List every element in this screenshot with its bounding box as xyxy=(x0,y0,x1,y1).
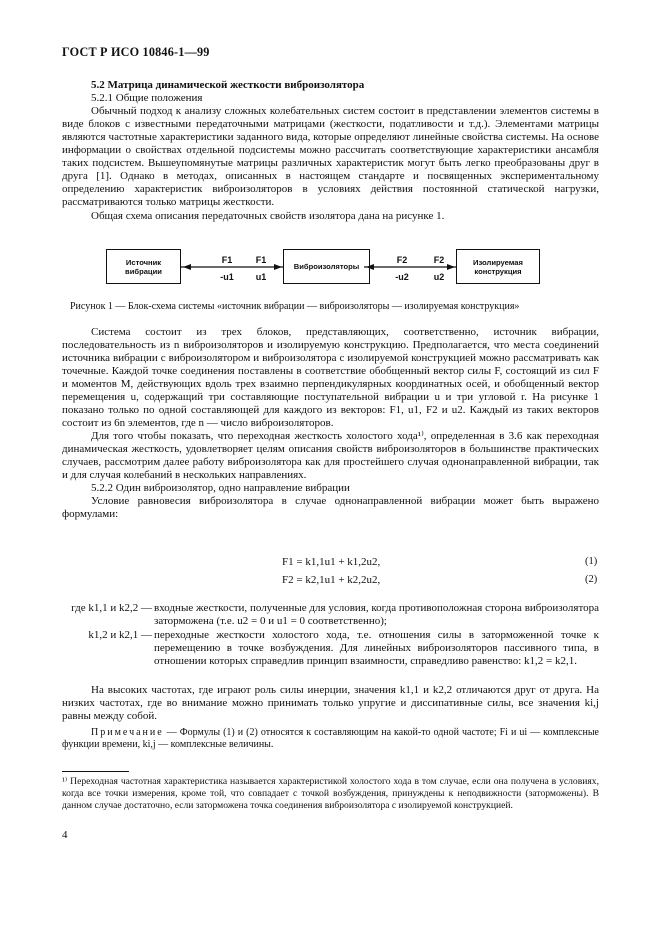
subsection-522: 5.2.2 Один виброизолятор, одно направление вибрации xyxy=(91,482,350,494)
intro-text: Обычный подход к анализу сложных колебательных систем состоит в представлении элементов системы в виде блоков с известными передаточными матрицами (жесткости, податливости и т.д.). Элементами матрицы являются частотные характеристики заданного вида, которые определяют линейные свойства системы. На основе информации о свойствах отдельной подсистемы можно рассчитать соответствующие характеристики ансамбля таких подсистем. Вышеупомянутые матрицы различных характеристик могут быть легко преобразованы друг в друга [1]. Однако в методах, описанных в настоящем стандарте и посвященных экспериментальному определению характеристик виброизоляторов в условиях действия постоянной статической нагрузки, рассматриваются только матрицы жесткости. xyxy=(62,105,599,208)
note-text: — Формулы (1) и (2) относятся к составляющим на какой-то одной частоте; Fi и ui — комплексные функции времени, ki,j — комплексные величины. xyxy=(62,727,599,750)
equation-1-number: (1) xyxy=(585,556,598,567)
equation-1: F1 = k1,1u1 + k1,2u2, xyxy=(282,556,381,568)
intro-paragraph xyxy=(62,105,599,223)
arrow-left-2 xyxy=(366,264,374,270)
label-u1-right: u1 xyxy=(255,272,267,282)
figure-caption: Рисунок 1 — Блок-схема системы «источник вибрации — виброизоляторы — изолируемая конструкция» xyxy=(70,301,520,312)
label-F1-right: F1 xyxy=(255,255,267,265)
footnote-divider xyxy=(62,771,129,772)
where-lead-1: где k1,1 и k2,2 — xyxy=(71,602,152,614)
equation-2: F2 = k2,1u1 + k2,2u2, xyxy=(282,574,381,586)
box-vibration-source: Источник вибрации xyxy=(106,249,181,284)
note-block xyxy=(62,727,599,751)
label-F2-left: F2 xyxy=(396,255,408,265)
label-F1-left: F1 xyxy=(221,255,233,265)
subsection-heading: 5.2.1 Общие положения xyxy=(91,92,203,104)
document-header: ГОСТ Р ИСО 10846-1—99 xyxy=(62,45,210,59)
label-u2-right: u2 xyxy=(433,272,445,282)
where-text-2: переходные жесткости холостого хода, т.е. отношения силы в заторможенной точке к перемещению в точке возбуждения. Для линейных виброизоляторов пассивного типа, в отношении которых справедлив принцип взаимности, справедливо равенство: k1,2 = k2,1. xyxy=(154,629,599,667)
system-description xyxy=(62,326,599,521)
label-u2-left: -u2 xyxy=(395,272,409,282)
page-number: 4 xyxy=(62,829,68,841)
box-isolated-structure: Изолируемая конструкция xyxy=(456,249,540,284)
figure-intro-text: Общая схема описания передаточных свойств изолятора дана на рисунке 1. xyxy=(91,210,445,222)
stiffness-text: Для того чтобы показать, что переходная жесткость холостого хода¹⁾, определенная в 3.6 как переходная динамическая жесткость, удовлетворяет целям описания свойств виброизоляторов в большинстве практических случаев, рассмотрим далее работу виброизолятора как для простейшего случая однонаправленной вибрации, так и для случая колебаний в нескольких направлениях. xyxy=(62,430,599,481)
where-lead-2: k1,2 и k2,1 — xyxy=(88,629,152,641)
box-isolators: Виброизоляторы xyxy=(283,249,370,284)
arrow-left-1 xyxy=(183,264,191,270)
equilibrium-text: Условие равновесия виброизолятора в случае однонаправленной вибрации может быть выражено формулами: xyxy=(62,495,599,520)
footnote-text: ¹⁾ Переходная частотная характеристика называется характеристикой холостого хода в том случае, если она получена в условиях, когда все точки измерения, кроме той, что совпадает с точкой возбуждения, принуждены к неподвижности (заторможены). В данном случае достаточно, если заторможена точка соединения виброизолятора с изолируемой конструкцией. xyxy=(62,776,599,811)
section-heading: 5.2 Матрица динамической жесткости виброизолятора xyxy=(91,79,365,91)
equation-2-number: (2) xyxy=(585,574,598,585)
system-text: Система состоит из трех блоков, представляющих, соответственно, источник вибрации, последовательность из n виброизоляторов и изолируемую конструкцию. Предполагается, что места соединений источника вибрации с виброизолятором и виброизолятора с изолируемой конструкцией можно рассматривать как точечные. Каждой точке соединения поставлены в соответствие обобщенный вектор силы F, состоящий из сил F и моментов M, действующих вдоль трех взаимно перпендикулярных координатных осей, и обобщенный вектор перемещения u, содержащий три составляющие поступательной вибрации u и три угловой r. На рисунке 1 показано только по одной составляющей для каждого из векторов: F1, u1, F2 и u2. Каждый из таких векторов состоит из 6n элементов, где n — число виброизоляторов. xyxy=(62,326,599,429)
label-F2-right: F2 xyxy=(433,255,445,265)
label-u1-left: -u1 xyxy=(220,272,234,282)
note-label: Примечание xyxy=(91,727,164,738)
where-text-1: входные жесткости, полученные для условия, когда противоположная сторона виброизолятора заторможена (т.е. u2 = 0 и u1 = 0 соответственно); xyxy=(154,602,599,627)
footnote xyxy=(62,776,599,812)
frequency-paragraph: На высоких частотах, где играют роль силы инерции, значения k1,1 и k2,2 отличаются друг от друга. На низких частотах, где во внимание можно принимать только упругие и диссипативные силы, все значения ki,j равны между собой. xyxy=(62,684,599,722)
